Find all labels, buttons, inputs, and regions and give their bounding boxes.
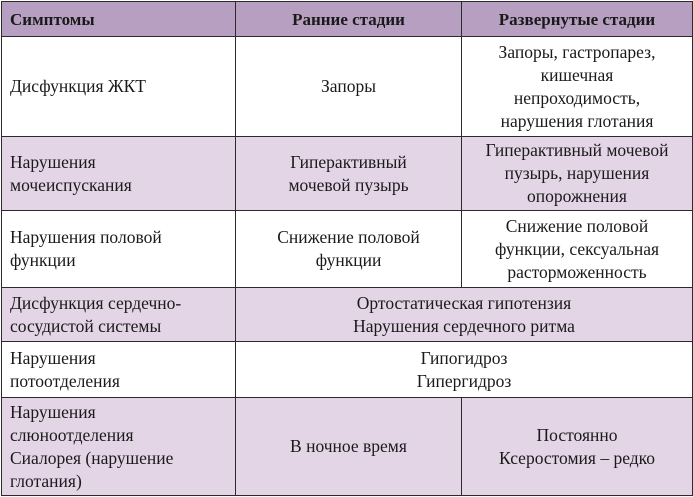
cell-text: расторможенность (507, 261, 647, 282)
cell-text: Нарушения половой (10, 227, 162, 247)
table-row (2, 211, 693, 288)
cell-text: Ортостатическая гипотензия (356, 292, 572, 313)
cell-text: сосудистой системы (10, 315, 162, 336)
table-row (2, 398, 693, 496)
header-advanced-stages: Развернутые стадии (462, 2, 693, 37)
cell-text: Снижение половой (505, 215, 649, 236)
cell-text: Запоры (321, 76, 376, 96)
symptom-cell (2, 342, 236, 398)
cell-text: потоотделения (10, 370, 120, 391)
cell-text: нарушения глотания (500, 110, 654, 131)
cell-text: мочеиспускания (10, 174, 132, 195)
cell-text: функции (315, 250, 382, 270)
cell-text: Гипогидроз (420, 347, 508, 368)
header-symptoms: Симптомы (2, 2, 236, 37)
symptoms-table (1, 1, 693, 496)
header-early-stages: Ранние стадии (236, 2, 462, 37)
cell-text: функции (10, 250, 76, 270)
header-row (2, 2, 693, 37)
early-stage-cell (236, 37, 462, 137)
cell-text: глотания) (10, 470, 82, 491)
early-stage-cell (236, 211, 462, 288)
cell-text: Гиперактивный мочевой (485, 140, 669, 160)
cell-text: пузырь, нарушения (504, 163, 650, 183)
cell-text: Снижение половой (277, 227, 420, 247)
merged-stage-cell (236, 342, 693, 398)
table-row (2, 288, 693, 342)
cell-text: Дисфункция сердечно- (10, 292, 182, 313)
cell-text: Сиалорея (нарушение (10, 447, 174, 468)
advanced-stage-cell (462, 398, 693, 496)
cell-text: Запоры, гастропарез, (498, 41, 656, 62)
advanced-stage-cell (462, 37, 693, 137)
symptom-cell (2, 288, 236, 342)
advanced-stage-cell (462, 211, 693, 288)
symptom-cell (2, 398, 236, 496)
cell-text: кишечная (540, 64, 614, 85)
cell-text: Постоянно (536, 424, 618, 445)
cell-text: функции, сексуальная (494, 238, 660, 259)
advanced-stage-cell (462, 137, 693, 211)
symptom-cell (2, 137, 236, 211)
table-row (2, 37, 693, 137)
symptom-cell (2, 37, 236, 137)
cell-text: мочевой пузырь (288, 174, 409, 195)
cell-text: Дисфункция ЖКТ (10, 76, 147, 96)
merged-stage-cell (236, 288, 693, 342)
table-row (2, 137, 693, 211)
cell-text: Нарушения (10, 401, 96, 422)
table-row (2, 342, 693, 398)
cell-text: Гиперактивный (290, 151, 407, 172)
cell-text: опорожнения (527, 186, 627, 206)
cell-text: слюноотделения (10, 424, 134, 445)
early-stage-cell (236, 137, 462, 211)
early-stage-cell (236, 398, 462, 496)
cell-text: Гипергидроз (416, 370, 512, 391)
cell-text: Ксеростомия – редко (498, 447, 656, 468)
cell-text: непроходимость, (513, 87, 641, 108)
cell-text: В ночное время (290, 436, 407, 456)
cell-text: Нарушения (10, 347, 96, 368)
cell-text: Нарушения (10, 151, 96, 172)
cell-text: Нарушения сердечного ритма (353, 315, 575, 336)
symptom-cell (2, 211, 236, 288)
